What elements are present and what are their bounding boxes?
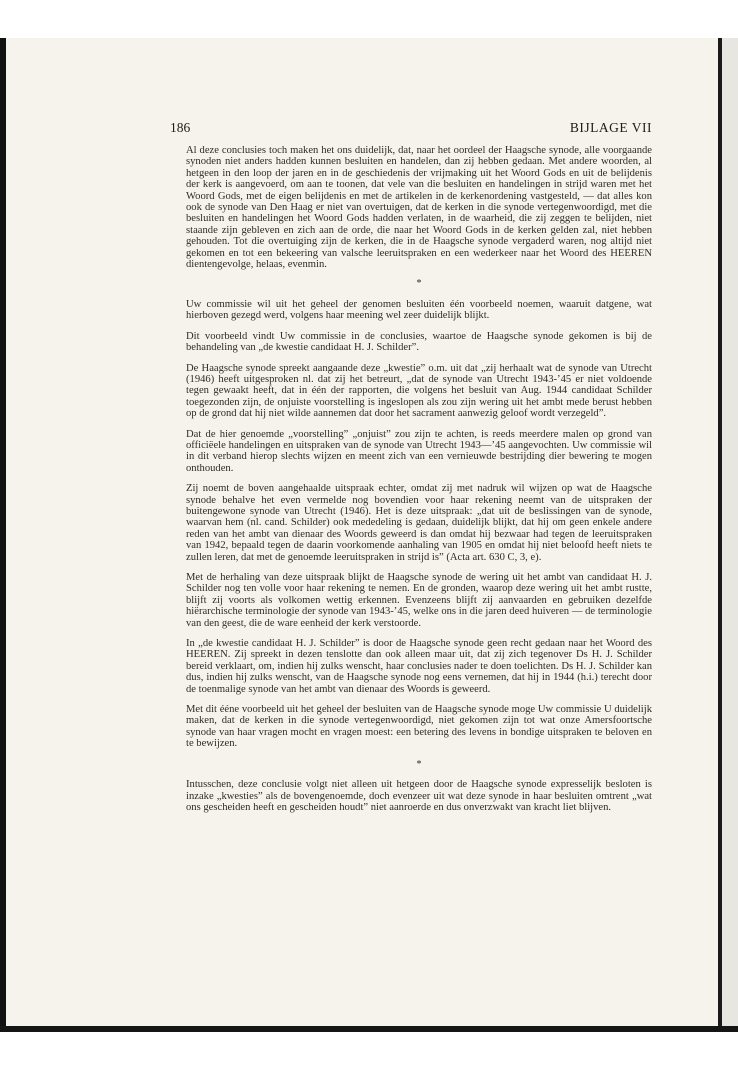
paragraph: Zij noemt de boven aangehaalde uitspraak echter, omdat zij met nadruk wil wijzen op wat de Haagsche synode behalve het even vermelde nog bovendien voor haar rekening neemt van de uitspraken der buitengewone synode van Utrecht (1946). Het is deze uitspraak: „dat uit de beslissingen van de synode, waarvan hem (nl. cand. Schilder) ook mededeling is gedaan, duidelijk blijkt, dat hij om geen enkele andere reden van het ambt van dienaar des Woords geweerd is dan omdat hij bezwaar had tegen de leeruitspraken van 1942, bepaald tegen de daarin voorkomende aanhaling van 1905 en omdat hij niet beloofd heeft niets te zullen leren, dat met de genoemde leeruitspraken in strijd is” (Acta art. 630 C, 3, e).	[186, 483, 652, 563]
body-text	[186, 145, 652, 822]
paragraph: Met de herhaling van deze uitspraak blijkt de Haagsche synode de wering uit het ambt van candidaat H. J. Schilder nog ten volle voor haar rekening te nemen. En de gronden, waarop deze wering uit het ambt rustte, blijft zij voorts als volkomen wettig erkennen. Evenzeens blijft zij aanvaarden en gebruiken dezelfde hiërarchische terminologie der synode van 1943-’45, welke ons in die jaren deed huiveren — de terminologie van den geest, die de ware eenheid der kerk verstoorde.	[186, 572, 652, 629]
scan-border-bottom	[0, 1032, 738, 1068]
running-head: BIJLAGE VII	[569, 120, 652, 135]
paragraph: De Haagsche synode spreekt aangaande deze „kwestie” o.m. uit dat „zij herhaalt wat de synode van Utrecht (1946) heeft uitgesproken nl. dat zij het betreurt, „dat de synode van Utrecht 1943-’45 er niet voldoende tegen gewaakt heeft, dat in één der rapporten, die volgens het besluit van Aug. 1944 candidaat Schilder toegezonden zijn, de onjuiste voorstelling is ingeslopen als zou zijn wering uit het ambt mede berust hebben op de grond dat hij niet wilde aannemen dat door het sacrament aanwezig geloof wordt verzegeld”.	[186, 362, 652, 420]
paragraph: Intusschen, deze conclusie volgt niet alleen uit hetgeen door de Haagsche synode expresselijk besloten is inzake „kwesties” als de bovengenoemde, doch evenzeer uit wat deze synode in haar besluiten omtrent „wat ons gescheiden heeft en gescheiden houdt” niet aanroerde en dus onverzwakt van kracht liet blijven.	[186, 779, 652, 813]
page-header	[170, 120, 652, 136]
paragraph: Met dit ééne voorbeeld uit het geheel der besluiten van de Haagsche synode moge Uw commissie U duidelijk maken, dat de kerken in die synode vertegenwoordigd, niet gekomen zijn tot wat onze Amersfoortsche synode van haar vragen mocht en vragen moest: een betering des levens in bondige uitspraken te beloven en te bewijzen.	[186, 704, 652, 750]
page-edge-margin	[722, 38, 738, 1026]
scan-border-top	[0, 0, 738, 38]
page-number: 186	[170, 120, 191, 135]
paragraph: Dat de hier genoemde „voorstelling” „onjuist” zou zijn te achten, is reeds meerdere malen op grond van officiëele handelingen en uitspraken van de synode van Utrecht 1943—’45 aangevochten. Uw commissie wil in dit verband hierop slechts wijzen en meent zich van een vernieuwde bestrijding dier bewering te mogen onthouden.	[186, 428, 652, 474]
section-divider: *	[416, 278, 422, 290]
paragraph: Uw commissie wil uit het geheel der genomen besluiten één voorbeeld noemen, waaruit datgene, wat hierboven gezegd werd, volgens haar meening wel zeer duidelijk blijkt.	[186, 298, 652, 322]
paragraph: In „de kwestie candidaat H. J. Schilder” is door de Haagsche synode geen recht gedaan naar het Woord des HEEREN. Zij spreekt in dezen tenslotte dan ook alleen maar uit, dat zij zich tegenover Ds H. J. Schilder bereid verklaart, om, indien hij zulks wenscht, haar conclusies nader te doen toelichten. Ds H. J. Schilder kan dus, indien hij zulks wenscht, van de Haagsche synode nog eens vernemen, dat hij in 1944 (h.i.) terecht door de toenmalige synode van het ambt van dienaar des Woords is geweerd.	[186, 638, 652, 695]
paragraph: Dit voorbeeld vindt Uw commissie in de conclusies, waartoe de Haagsche synode gekomen is bij de behandeling van „de kwestie candidaat H. J. Schilder”.	[186, 330, 652, 354]
paragraph: Al deze conclusies toch maken het ons duidelijk, dat, naar het oordeel der Haagsche synode, alle voorgaande synoden niet anders hadden kunnen besluiten en handelen, dan zij hebben gedaan. Met andere woorden, al hetgeen in den loop der jaren en in de geschiedenis der vrijmaking uit het Woord Gods en uit de belijdenis der kerk is aangevoerd, om aan te toonen, dat vele van die besluiten en handelingen in strijd waren met het Woord Gods, met de eigen belijdenis en met de artikelen in de kerkenordening vastgesteld, — dat alles kon ook de synode van Den Haag er niet van overtuigen, dat de kerken in die synode vertegenwoordigd, met die besluiten en handelingen het Woord Gods hadden verlaten, in de waarheid, die zij zeggen te belijden, niet staande zijn gebleven en zich aan de orde, die naar het Woord Gods in de kerken gelden zal, niet hebben gehouden. Tot die overtuiging zijn de kerken, die in de Haagsche synode vergaderd waren, nog altijd niet gekomen en tot een bekeering van valsche leeruitspraken en een wederkeer naar het Woord des HEEREN dientengevolge, helaas, evenmin.	[186, 145, 652, 271]
section-divider: *	[416, 758, 422, 770]
